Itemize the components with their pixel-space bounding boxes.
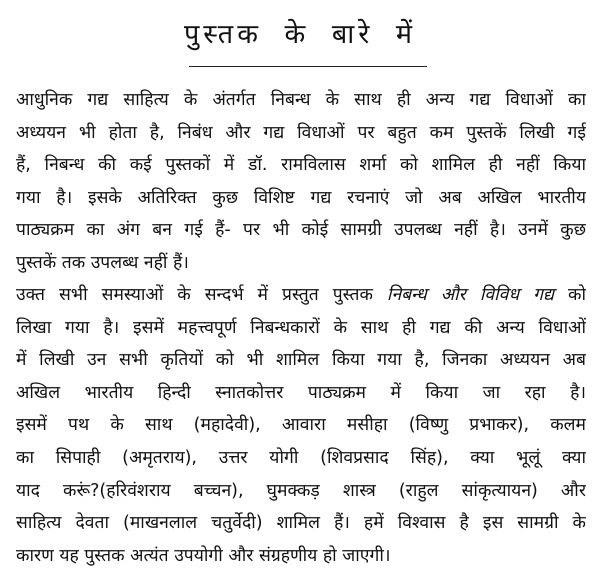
- text-line: इसमें पथ के साथ (महादेवी), आवारा मसीहा (विष्णु प्रभाकर), कलम: [16, 415, 586, 436]
- page-title: पुस्तक के बारे में: [183, 19, 417, 50]
- title-underline: [189, 66, 427, 67]
- text-line: गया है। इसके अतिरिक्त कुछ विशिष्ट गद्य रचनाएं जो अब अखिल भारतीय: [16, 187, 586, 208]
- text-line: में लिखी उन सभी कृतियों को भी शामिल किया गया है, जिनका अध्ययन अब: [16, 350, 586, 371]
- text-line: पाठ्यक्रम का अंग बन गई हैं- पर भी कोई सामग्री उपलब्ध नहीं है। उनमें कुछ: [16, 220, 586, 241]
- text-segment: को: [568, 285, 586, 305]
- text-line: पुस्तकें तक उपलब्ध नहीं हैं।: [16, 252, 189, 273]
- text-line: अध्ययन भी होता है, निबंध और गद्य विधाओं पर बहुत कम पुस्तकें लिखी गई: [16, 122, 586, 143]
- text-line: आधुनिक गद्य साहित्य के अंतर्गत निबन्ध के साथ ही अन्य गद्य विधाओं का: [16, 90, 586, 110]
- text-line: का सिपाही (अमृतराय), उत्तर योगी (शिवप्रसाद सिंह), क्या भूलूं क्या: [16, 447, 586, 468]
- book-title-italic: निबन्ध और विविध गद्य: [386, 285, 554, 305]
- text-line: कारण यह पुस्तक अत्यंत उपयोगी और संग्रहणीय हो जाएगी।: [16, 545, 391, 566]
- text-segment: उक्त सभी समस्याओं के सन्दर्भ में प्रस्तुत पुस्तक: [16, 285, 373, 305]
- text-line: हैं, निबन्ध की कई पुस्तकों में डॉ. रामविलास शर्मा को शामिल ही नहीं किया: [16, 155, 586, 176]
- text-line: साहित्य देवता (माखनलाल चतुर्वेदी) शामिल हैं। हमें विश्वास है इस सामग्री के: [16, 513, 586, 534]
- paragraph-2: [16, 279, 586, 572]
- paragraph-1: [16, 84, 586, 280]
- text-line: [16, 279, 586, 312]
- text-line: अखिल भारतीय हिन्दी स्नातकोत्तर पाठ्यक्रम में किया जा रहा है।: [16, 382, 586, 403]
- text-line: याद करूं?(हरिवंशराय बच्चन), घुमक्कड़ शास्त्र (राहुल सांकृत्यायन) और: [16, 480, 586, 501]
- text-line: लिखा गया है। इसमें महत्त्वपूर्ण निबन्धकारों के साथ ही गद्य की अन्य विधाओं: [16, 317, 586, 338]
